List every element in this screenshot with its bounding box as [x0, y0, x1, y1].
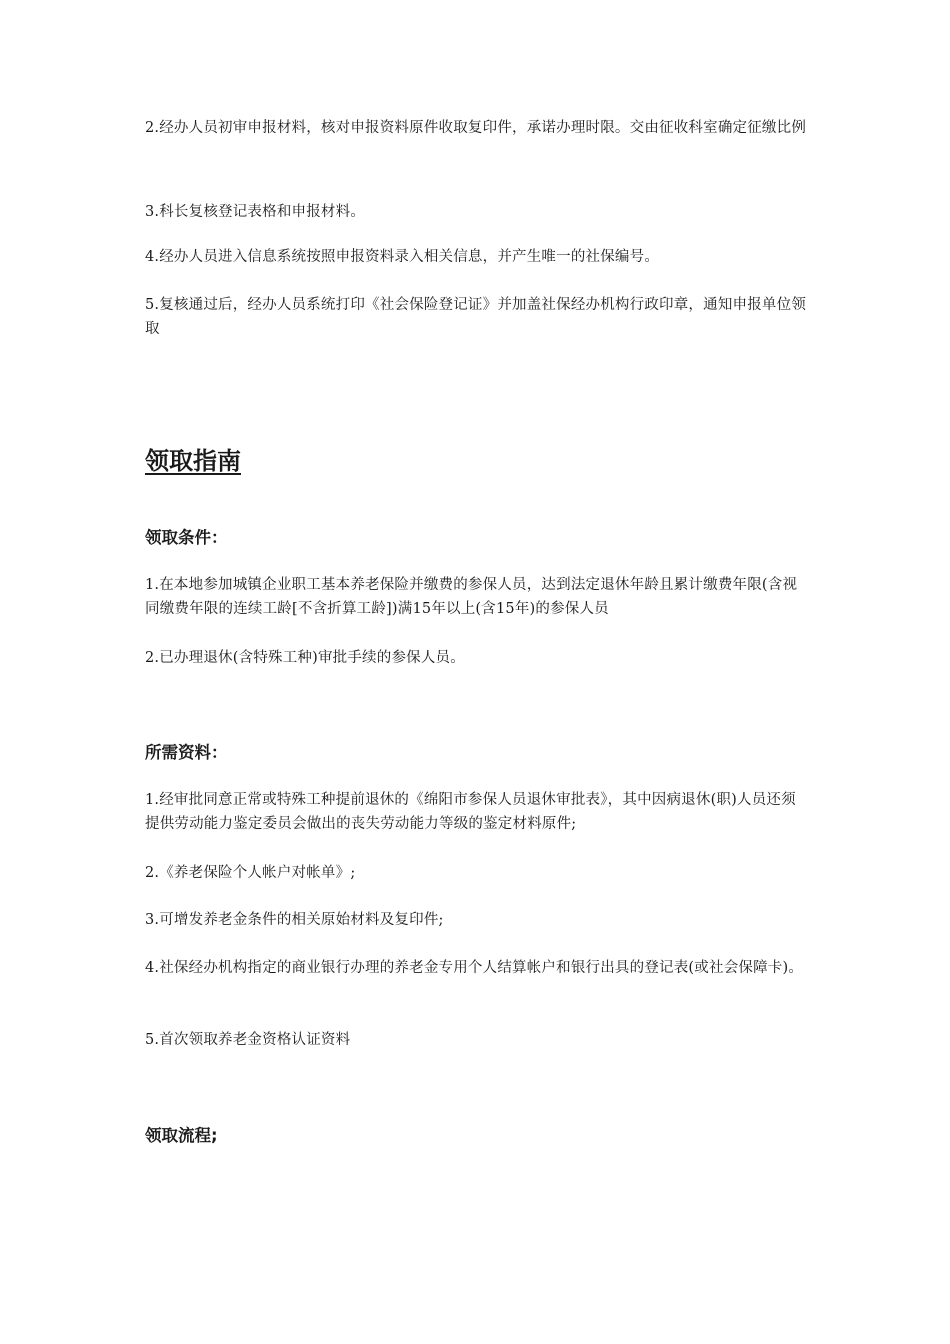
- material-item-1: 1.经审批同意正常或特殊工种提前退休的《绵阳市参保人员退休审批表》，其中因病退休(职)人员还须提供劳动能力鉴定委员会做出的丧失劳动能力等级的鉴定材料原件;: [145, 792, 796, 832]
- process-heading: 领取流程;: [145, 1126, 218, 1145]
- material-item-5: 5.首次领取养老金资格认证资料: [145, 1032, 351, 1048]
- process-step-5: 5.复核通过后，经办人员系统打印《社会保险登记证》并加盖社保经办机构行政印章，通知申报单位领取: [145, 297, 807, 337]
- condition-item-2: 2.已办理退休(含特殊工种)审批手续的参保人员。: [145, 650, 465, 666]
- process-step-3: 3.科长复核登记表格和申报材料。: [145, 204, 366, 220]
- material-item-2: 2.《养老保险个人帐户对帐单》;: [145, 865, 356, 881]
- process-step-4: 4.经办人员进入信息系统按照申报资料录入相关信息，并产生唯一的社保编号。: [145, 249, 660, 265]
- guide-title: 领取指南: [145, 447, 241, 475]
- condition-item-1: 1.在本地参加城镇企业职工基本养老保险并缴费的参保人员，达到法定退休年龄且累计缴费年限(含视同缴费年限的连续工龄[不含折算工龄])满15年以上(含15年)的参保人员: [145, 577, 798, 617]
- material-item-3: 3.可增发养老金条件的相关原始材料及复印件;: [145, 912, 444, 928]
- conditions-heading: 领取条件：: [145, 528, 228, 547]
- materials-heading: 所需资料：: [145, 743, 228, 762]
- process-step-2: 2.经办人员初审申报材料，核对申报资料原件收取复印件，承诺办理时限。交由征收科室确定征缴比例: [145, 120, 807, 136]
- material-item-4: 4.社保经办机构指定的商业银行办理的养老金专用个人结算帐户和银行出具的登记表(或社会保障卡)。: [145, 960, 804, 976]
